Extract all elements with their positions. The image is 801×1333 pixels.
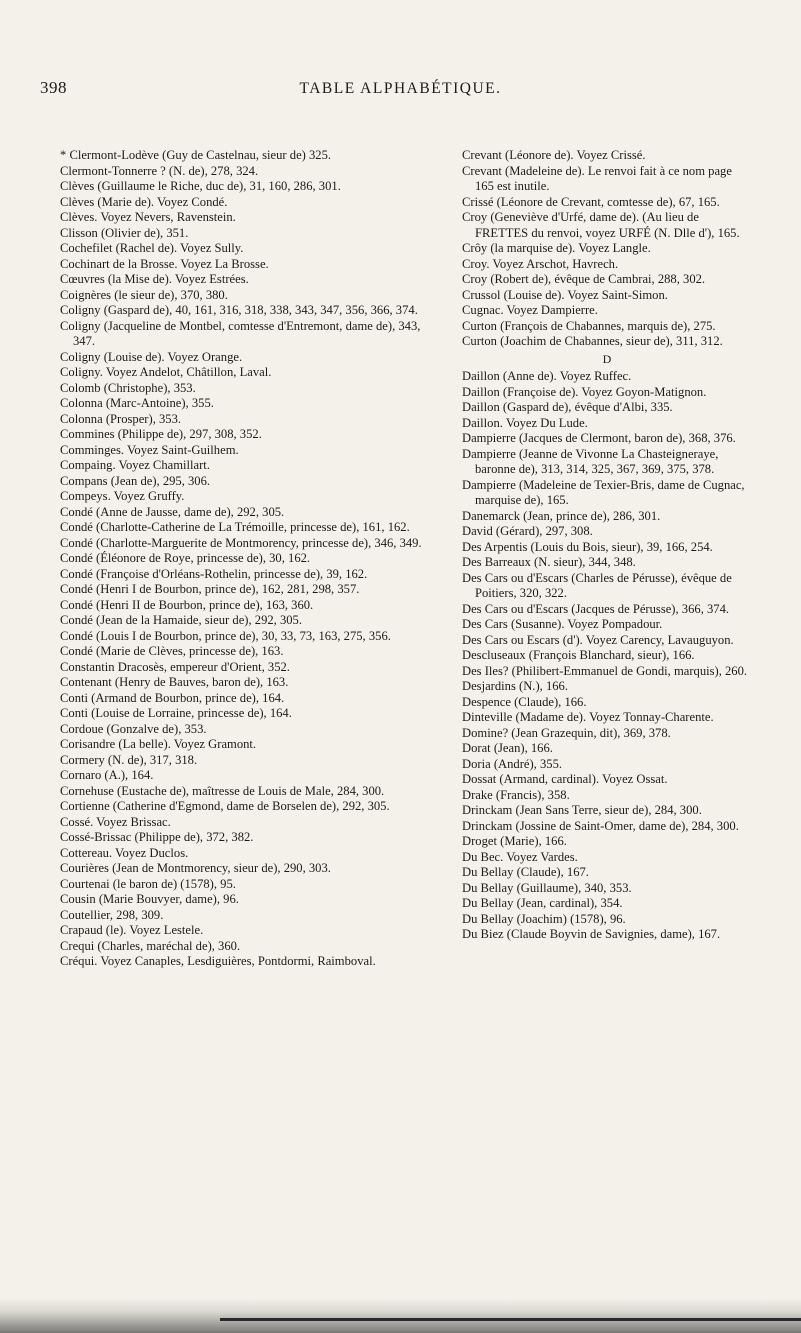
index-entry: Daillon (Anne de). Voyez Ruffec. bbox=[462, 369, 632, 383]
index-entry: Des Cars ou d'Escars (Jacques de Pérusse), 366, 374. bbox=[462, 601, 730, 616]
index-entry: Crissé (Léonore de Crevant, comtesse de), 67, 165. bbox=[462, 194, 720, 209]
index-entry: Coligny (Jacqueline de Montbel, comtesse d'Entremont, dame de), 343, 347. bbox=[60, 318, 421, 348]
index-entry: Condé (Marie de Clèves, princesse de), 163. bbox=[60, 644, 284, 658]
index-entry: Coligny (Louise de). Voyez Orange. bbox=[60, 349, 243, 364]
index-entry: Crôy (la marquise de). Voyez Langle. bbox=[462, 241, 651, 255]
index-entry: Cordoue (Gonzalve de), 353. bbox=[60, 721, 207, 736]
index-entry: Corisandre (La belle). Voyez Gramont. bbox=[60, 737, 257, 751]
index-column-left bbox=[60, 148, 442, 970]
index-entry: Cottereau. Voyez Duclos. bbox=[60, 845, 189, 860]
index-entry: Des Cars ou d'Escars (Charles de Pérusse), évêque de Poitiers, 320, 322. bbox=[462, 570, 732, 600]
index-entry: David (Gérard), 297, 308. bbox=[462, 524, 593, 538]
page-header bbox=[0, 78, 801, 102]
index-entry: Condé (Anne de Jausse, dame de), 292, 305. bbox=[60, 504, 285, 519]
index-entry: Drake (Francis), 358. bbox=[462, 787, 570, 802]
index-entry: Du Bellay (Jean, cardinal), 354. bbox=[462, 896, 623, 910]
index-entry: Compans (Jean de), 295, 306. bbox=[60, 473, 211, 488]
index-entry: Daillon (Françoise de). Voyez Goyon-Matignon. bbox=[462, 384, 707, 399]
index-entry: Crevant (Madeleine de). Le renvoi fait à ce nom page 165 est inutile. bbox=[462, 163, 732, 193]
index-entry: Clèves (Guillaume le Riche, duc de), 31, 160, 286, 301. bbox=[60, 179, 341, 193]
index-entry: Cornaro (A.), 164. bbox=[60, 768, 154, 782]
index-entry: Compeys. Voyez Gruffy. bbox=[60, 489, 185, 503]
index-entry: Du Bellay (Joachim) (1578), 96. bbox=[462, 911, 626, 926]
index-entry: Cormery (N. de), 317, 318. bbox=[60, 752, 198, 767]
index-entry: Courières (Jean de Montmorency, sieur de), 290, 303. bbox=[60, 861, 331, 875]
section-letter: D bbox=[602, 351, 612, 366]
page-number: 398 bbox=[40, 78, 67, 97]
index-entry: Clermont-Tonnerre ? (N. de), 278, 324. bbox=[60, 163, 259, 178]
index-entry: Condé (Charlotte-Marguerite de Montmorency, princesse de), 346, 349. bbox=[60, 535, 422, 550]
index-entry: Cousin (Marie Bouvyer, dame), 96. bbox=[60, 892, 239, 906]
index-entry: Descluseaux (François Blanchard, sieur), 166. bbox=[462, 648, 695, 662]
index-entry: Contenant (Henry de Bauves, baron de), 163. bbox=[60, 675, 289, 689]
index-entry: Crequi (Charles, maréchal de), 360. bbox=[60, 938, 241, 953]
index-entry: Cugnac. Voyez Dampierre. bbox=[462, 303, 598, 317]
index-entry: Cochefilet (Rachel de). Voyez Sully. bbox=[60, 241, 244, 255]
index-entry: Clèves (Marie de). Voyez Condé. bbox=[60, 194, 228, 209]
index-entry: Condé (Éléonore de Roye, princesse de), 30, 162. bbox=[60, 551, 311, 565]
index-entry: Crapaud (le). Voyez Lestele. bbox=[60, 923, 204, 937]
index-entry: Colonna (Prosper), 353. bbox=[60, 411, 182, 426]
index-entry: Coignères (le sieur de), 370, 380. bbox=[60, 287, 228, 302]
index-entry: Courtenai (le baron de) (1578), 95. bbox=[60, 876, 236, 891]
index-entry: Du Bellay (Guillaume), 340, 353. bbox=[462, 880, 632, 895]
index-entry: Desjardins (N.), 166. bbox=[462, 679, 568, 693]
index-entry: Condé (Charlotte-Catherine de La Trémoille, princesse de), 161, 162. bbox=[60, 520, 410, 534]
index-entry: Compaing. Voyez Chamillart. bbox=[60, 458, 210, 472]
index-entry: Créqui. Voyez Canaples, Lesdiguières, Pontdormi, Raimboval. bbox=[60, 954, 376, 968]
index-entry: Coligny. Voyez Andelot, Châtillon, Laval. bbox=[60, 365, 272, 379]
index-entry: Des Cars ou Escars (d'). Voyez Carency, Lavauguyon. bbox=[462, 632, 734, 647]
index-entry: Dossat (Armand, cardinal). Voyez Ossat. bbox=[462, 772, 668, 786]
index-entry: * Clermont-Lodève (Guy de Castelnau, sieur de) 325. bbox=[60, 148, 332, 162]
index-entry: Dampierre (Jacques de Clermont, baron de), 368, 376. bbox=[462, 431, 736, 445]
index-entry: Dinteville (Madame de). Voyez Tonnay-Charente. bbox=[462, 710, 714, 724]
index-entry: Curton (Joachim de Chabannes, sieur de), 311, 312. bbox=[462, 334, 723, 348]
index-entry: Colonna (Marc-Antoine), 355. bbox=[60, 396, 214, 410]
index-entry: Du Bellay (Claude), 167. bbox=[462, 865, 589, 879]
index-entry: Du Bec. Voyez Vardes. bbox=[462, 849, 578, 864]
index-entry: Drinckam (Jossine de Saint-Omer, dame de), 284, 300. bbox=[462, 818, 739, 833]
index-entry: Daillon (Gaspard de), évêque d'Albi, 335. bbox=[462, 400, 673, 414]
index-entry: Coutellier, 298, 309. bbox=[60, 907, 164, 922]
index-entry: Cortienne (Catherine d'Egmond, dame de Borselen de), 292, 305. bbox=[60, 799, 390, 813]
index-entry: Condé (Françoise d'Orléans-Rothelin, princesse de), 39, 162. bbox=[60, 566, 368, 581]
index-entry: Despence (Claude), 166. bbox=[462, 694, 587, 709]
index-entry: Des Cars (Susanne). Voyez Pompadour. bbox=[462, 617, 663, 631]
index-entry: Daillon. Voyez Du Lude. bbox=[462, 415, 588, 430]
index-entry: Des Barreaux (N. sieur), 344, 348. bbox=[462, 555, 636, 569]
index-entry: Comminges. Voyez Saint-Guilhem. bbox=[60, 442, 239, 457]
index-entry: Cossé-Brissac (Philippe de), 372, 382. bbox=[60, 830, 254, 844]
index-entry: Des Iles? (Philibert-Emmanuel de Gondi, marquis), 260. bbox=[462, 663, 748, 678]
index-entry: Clisson (Olivier de), 351. bbox=[60, 225, 189, 240]
index-entry: Curton (François de Chabannes, marquis de), 275. bbox=[462, 318, 716, 333]
index-entry: Condé (Louis I de Bourbon, prince de), 30, 33, 73, 163, 275, 356. bbox=[60, 628, 391, 643]
index-entry: Dorat (Jean), 166. bbox=[462, 741, 553, 755]
index-entry: Dampierre (Jeanne de Vivonne La Chasteigneraye, baronne de), 313, 314, 325, 367, 369, 375, 378. bbox=[462, 446, 719, 476]
index-entry: Cornehuse (Eustache de), maîtresse de Louis de Male, 284, 300. bbox=[60, 783, 385, 798]
running-title: TABLE ALPHABÉTIQUE. bbox=[299, 80, 502, 97]
index-entry: Cœuvres (la Mise de). Voyez Estrées. bbox=[60, 272, 249, 286]
index-entry: Cossé. Voyez Brissac. bbox=[60, 814, 171, 829]
index-entry: Croy. Voyez Arschot, Havrech. bbox=[462, 256, 619, 271]
index-entry: Dampierre (Madeleine de Texier-Bris, dame de Cugnac, marquise de), 165. bbox=[462, 477, 745, 507]
index-entry: Cochinart de la Brosse. Voyez La Brosse. bbox=[60, 256, 269, 271]
index-entry: Domine? (Jean Grazequin, dit), 369, 378. bbox=[462, 725, 671, 740]
index-entry: Danemarck (Jean, prince de), 286, 301. bbox=[462, 508, 661, 523]
index-entry: Conti (Armand de Bourbon, prince de), 164. bbox=[60, 690, 285, 705]
index-entry: Condé (Henri II de Bourbon, prince de), 163, 360. bbox=[60, 597, 314, 612]
index-entry: Doria (André), 355. bbox=[462, 756, 563, 771]
index-entry: Conti (Louise de Lorraine, princesse de), 164. bbox=[60, 706, 292, 720]
index-entry: Crevant (Léonore de). Voyez Crissé. bbox=[462, 148, 646, 162]
index-entry: Du Biez (Claude Boyvin de Savignies, dame), 167. bbox=[462, 927, 721, 941]
index-entry: Clèves. Voyez Nevers, Ravenstein. bbox=[60, 210, 236, 224]
index-entry: Crussol (Louise de). Voyez Saint-Simon. bbox=[462, 287, 668, 302]
index-entry: Croy (Geneviève d'Urfé, dame de). (Au lieu de FRETTES du renvoi, voyez URFÉ (N. Dlle d'), 165. bbox=[462, 210, 740, 240]
index-entry: Drinckam (Jean Sans Terre, sieur de), 284, 300. bbox=[462, 803, 702, 817]
index-column-right bbox=[462, 148, 752, 943]
index-entry: Croy (Robert de), évêque de Cambrai, 288, 302. bbox=[462, 272, 706, 286]
index-entry: Commines (Philippe de), 297, 308, 352. bbox=[60, 427, 262, 441]
index-entry: Coligny (Gaspard de), 40, 161, 316, 318, 338, 343, 347, 356, 366, 374. bbox=[60, 303, 418, 317]
index-entry: Constantin Dracosès, empereur d'Orient, 352. bbox=[60, 659, 290, 674]
index-entry: Colomb (Christophe), 353. bbox=[60, 380, 196, 395]
index-entry: Des Arpentis (Louis du Bois, sieur), 39, 166, 254. bbox=[462, 539, 713, 554]
index-entry: Droget (Marie), 166. bbox=[462, 834, 567, 848]
page-bottom-shadow bbox=[0, 1298, 801, 1333]
index-entry: Condé (Henri I de Bourbon, prince de), 162, 281, 298, 357. bbox=[60, 582, 360, 596]
index-entry: Condé (Jean de la Hamaide, sieur de), 292, 305. bbox=[60, 613, 303, 627]
page-bottom-rule bbox=[220, 1318, 801, 1321]
